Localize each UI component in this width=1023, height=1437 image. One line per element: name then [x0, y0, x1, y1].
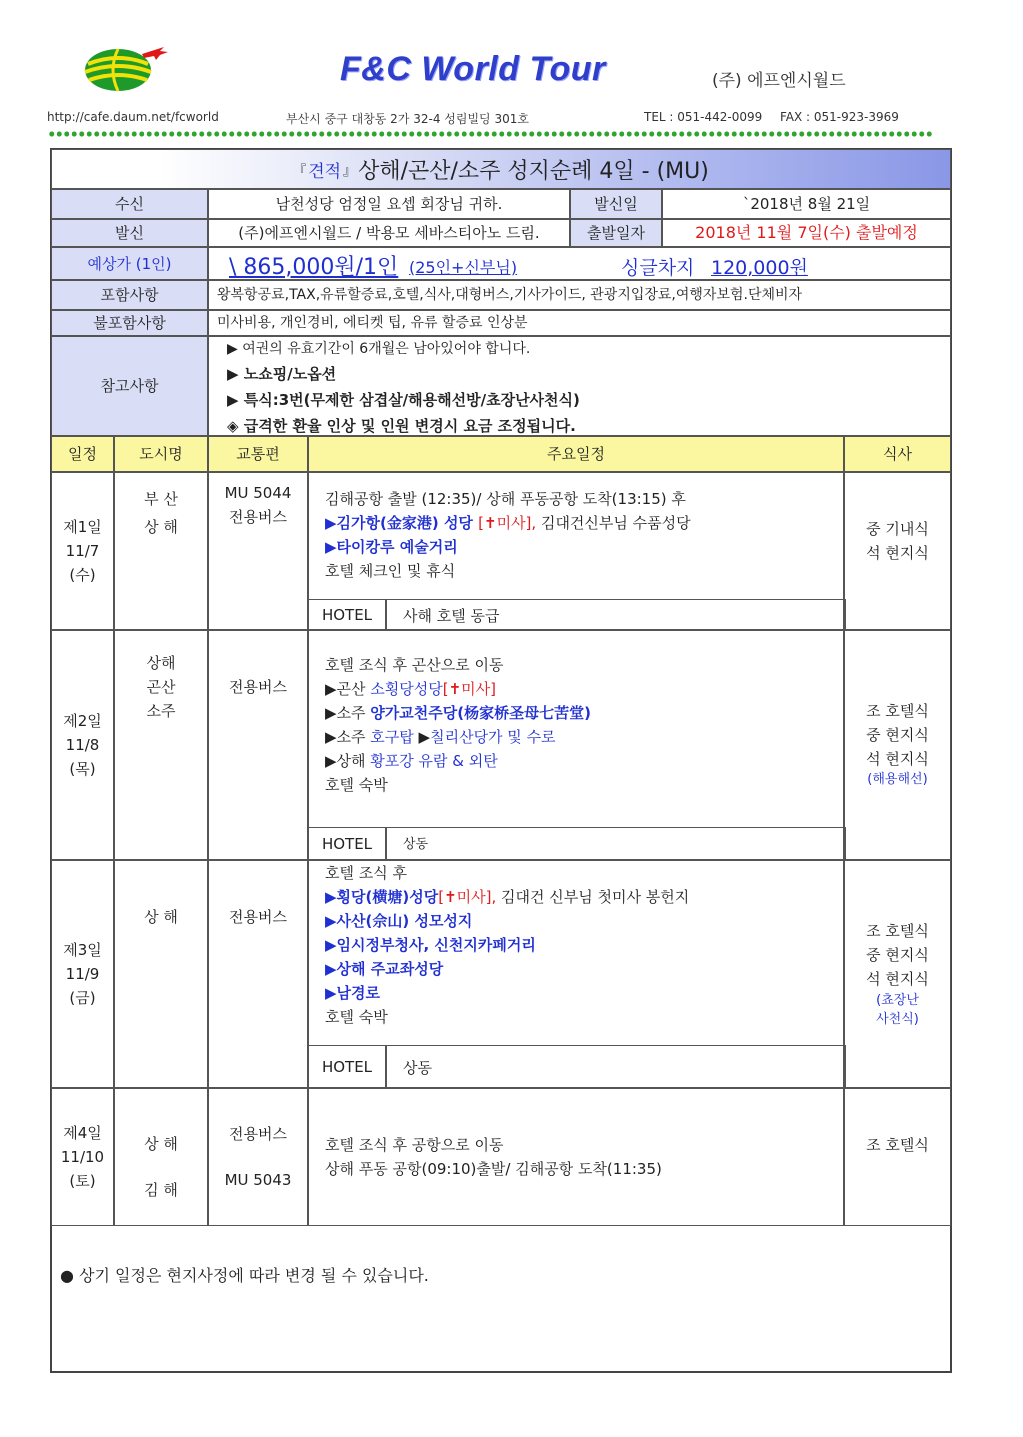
col-header-meals: 식사: [844, 436, 951, 472]
price-row: [208, 247, 951, 280]
day3-hotel: 상동: [386, 1045, 846, 1089]
day2-cities: [114, 630, 208, 860]
day1-number: 제1일: [63, 518, 102, 536]
day2-label: [51, 630, 114, 860]
day1-schedule: [308, 472, 844, 630]
day4-city-shanghai: 상 해: [144, 1135, 178, 1153]
day3-label: [51, 860, 114, 1088]
price-label: 예상가 (1인): [51, 247, 208, 280]
day4-schedule: [308, 1088, 844, 1226]
day3-line-hotel-stay: 호텔 숙박: [325, 1008, 388, 1026]
day3-mass-tag: [✝미사],: [438, 888, 497, 906]
day3-hengtang-church: ▶횡당(横塘)성당: [325, 888, 439, 906]
price-note: (25인+신부님): [409, 258, 518, 277]
dotted-divider: [48, 130, 934, 138]
company-tel: TEL : 051-442-0099: [644, 110, 763, 124]
day2-line-tiger-hill: [325, 725, 591, 749]
day2-suzhou-prefix-1: ▶소주: [325, 704, 371, 722]
company-url[interactable]: http://cafe.daum.net/fcworld: [47, 110, 219, 124]
day3-line-breakfast: 호텔 조식 후: [325, 864, 407, 882]
title-tag: 견적: [308, 161, 342, 182]
day4-line-flight: 상해 푸동 공항(09:10)출발/ 김해공항 도착(11:35): [325, 1160, 662, 1178]
note-passport: ▶ 여권의 유효기간이 6개월은 남아있어야 합니다.: [227, 341, 531, 357]
day2-city-shanghai: 상해: [146, 654, 176, 672]
globe-plane-logo: [80, 42, 170, 94]
day4-meals: [844, 1088, 951, 1226]
col-header-schedule: 주요일정: [308, 436, 844, 472]
day2-hotel: 상동: [386, 827, 846, 861]
company-korean-name: (주) 에프엔시월드: [712, 71, 846, 91]
day1-hotel-label: HOTEL: [308, 599, 386, 631]
day3-date: 11/9: [65, 965, 100, 983]
single-charge-value: 120,000원: [711, 257, 808, 279]
day2-line-breakfast: 호텔 조식 후 곤산으로 이동: [325, 656, 504, 674]
included-label: 포함사항: [51, 280, 208, 310]
day4-weekday: (토): [69, 1172, 96, 1190]
day2-yangjiaqiao-church: 양가교천주당(杨家桥圣母七苦堂): [370, 704, 591, 722]
footer-note: ● 상기 일정은 현지사정에 따라 변경 될 수 있습니다.: [60, 1266, 429, 1285]
day1-mass-tag: [✝미사],: [478, 514, 537, 532]
day2-suzhou-prefix-2: ▶소주: [325, 728, 371, 746]
recipient-value: 남천성당 엄정일 요셉 회장님 귀하.: [208, 189, 570, 219]
note-rate-change: ◈ 급격한 환율 인상 및 인원 변경시 요금 조정됩니다.: [227, 417, 576, 435]
col-header-day: 일정: [51, 436, 114, 472]
day2-line-huangpu: [325, 749, 591, 773]
price-value: \ 865,000원/1인: [229, 255, 399, 280]
day4-number: 제4일: [63, 1124, 102, 1142]
title-quote-close: 』: [343, 163, 357, 179]
page-title: 상해/곤산/소주 성지순례 4일 - (MU): [358, 158, 709, 184]
day2-meal-breakfast: 조 호텔식: [866, 702, 929, 720]
day1-label: [51, 472, 114, 630]
day2-meal-dinner: 석 현지식: [866, 750, 929, 768]
col-header-city: 도시명: [114, 436, 208, 472]
day2-line-hotel-stay: 호텔 숙박: [325, 776, 388, 794]
col-header-transport: 교통편: [208, 436, 308, 472]
day2-weekday: (목): [69, 760, 96, 778]
day2-meal-note: (해용해선): [867, 772, 928, 787]
day1-date: 11/7: [65, 542, 100, 560]
recipient-label: 수신: [51, 189, 208, 219]
title-quote-open: 『: [293, 163, 307, 179]
day1-city-busan: 부 산: [144, 490, 178, 508]
day3-number: 제3일: [63, 941, 102, 959]
day3-meal-lunch: 중 현지식: [866, 946, 929, 964]
day3-line-nanjing-road: ▶남경로: [325, 984, 381, 1002]
day1-city-shanghai: 상 해: [144, 518, 178, 536]
day4-meal-breakfast: 조 호텔식: [866, 1136, 929, 1154]
day3-line-hengtang: [325, 885, 689, 909]
issue-date-value: `2018년 8월 21일: [662, 189, 951, 219]
day2-meals: [844, 630, 951, 860]
day1-line-taikang: ▶타이캉루 예술거리: [325, 538, 458, 556]
day1-bus: 전용버스: [229, 508, 287, 526]
company-address: 부산시 중구 대창동 2가 32-4 성림빌딩 301호: [286, 112, 529, 126]
day1-meal-dinner: 석 현지식: [866, 544, 929, 562]
day3-first-mass-note: 김대건 신부님 첫미사 봉헌지: [496, 888, 690, 906]
day3-cities: [114, 860, 208, 1088]
day3-meal-dinner: 석 현지식: [866, 970, 929, 988]
day1-line-flight: 김해공항 출발 (12:35)/ 상해 푸동공항 도착(13:15) 후: [325, 490, 686, 508]
included-value: 왕복항공료,TAX,유류할증료,호텔,식사,대형버스,기사가이드, 관광지입장료,여행자보험.단체비자: [208, 280, 951, 310]
single-charge-label: 싱글차지: [621, 257, 695, 279]
day3-bus: 전용버스: [229, 908, 287, 926]
notes-label: 참고사항: [51, 336, 208, 436]
day1-line-jinjiagang: [325, 511, 691, 535]
day2-shanghai-prefix: ▶상해: [325, 752, 371, 770]
day2-shantang-street: 칠리산당가 및 수로: [430, 728, 556, 746]
day2-kunshan-church: 소횡당성당: [370, 680, 443, 698]
day2-hotel-label: HOTEL: [308, 827, 386, 861]
day3-meal-note: (쵸장난 사천식): [876, 993, 919, 1027]
day2-schedule: [308, 630, 844, 860]
day3-line-provisional-gov: ▶임시정부청사, 신천지카페거리: [325, 936, 536, 954]
notes-box: [208, 336, 951, 436]
day3-line-cathedral: ▶상해 주교좌성당: [325, 960, 444, 978]
issue-date-label: 발신일: [570, 189, 662, 219]
day2-arrow: ▶: [413, 728, 431, 746]
day2-city-suzhou: 소주: [146, 702, 176, 720]
day4-label: [51, 1088, 114, 1226]
day2-bus: 전용버스: [229, 678, 287, 696]
day3-hotel-label: HOTEL: [308, 1045, 386, 1089]
excluded-label: 불포함사항: [51, 310, 208, 336]
day1-cities: [114, 472, 208, 630]
day2-huangpu-cruise: 황포강 유람 & 외탄: [370, 752, 498, 770]
day2-date: 11/8: [65, 736, 100, 754]
day2-city-kunshan: 곤산: [146, 678, 176, 696]
depart-date-value: 2018년 11월 7일(수) 출발예정: [662, 219, 951, 247]
day3-schedule: [308, 860, 844, 1088]
day2-meal-lunch: 중 현지식: [866, 726, 929, 744]
depart-date-label: 출발일자: [570, 219, 662, 247]
day1-line-checkin: 호텔 체크인 및 휴식: [325, 562, 456, 580]
company-brand: F&C World Tour: [340, 50, 606, 88]
day4-date: 11/10: [60, 1148, 105, 1166]
day2-tiger-hill: 호구탑: [370, 728, 414, 746]
day1-meal-lunch: 중 기내식: [866, 520, 929, 538]
day3-line-sheshan: ▶사산(佘山) 성모성지: [325, 912, 473, 930]
day4-transport: [208, 1088, 308, 1226]
day1-flight: MU 5044: [224, 484, 292, 502]
day2-line-yangjiaqiao: [325, 701, 591, 725]
note-no-shopping: ▶ 노쇼핑/노옵션: [227, 365, 337, 383]
day3-city-shanghai: 상 해: [144, 908, 178, 926]
day4-flight: MU 5043: [224, 1171, 292, 1189]
day4-bus: 전용버스: [229, 1125, 287, 1143]
day1-weekday: (수): [69, 566, 96, 584]
day3-meal-breakfast: 조 호텔식: [866, 922, 929, 940]
day1-meals: [844, 472, 951, 630]
day2-mass-tag: [✝미사]: [442, 680, 497, 698]
note-special-meals: ▶ 특식:3번(무제한 삼겹살/해용해선방/쵸장난사천식): [227, 391, 580, 409]
day4-line-breakfast: 호텔 조식 후 공항으로 이동: [325, 1136, 504, 1154]
title-bar: [51, 149, 951, 189]
day2-transport: [208, 630, 308, 860]
day1-ordination-note: 김대건신부님 수품성당: [536, 514, 691, 532]
day3-weekday: (금): [69, 989, 96, 1007]
company-fax: FAX : 051-923-3969: [780, 110, 899, 124]
day3-transport: [208, 860, 308, 1088]
day4-cities: [114, 1088, 208, 1226]
day2-line-kunshan: [325, 677, 591, 701]
day2-kunshan-prefix: ▶곤산: [325, 680, 371, 698]
excluded-value: 미사비용, 개인경비, 에티켓 팁, 유류 할증료 인상분: [208, 310, 951, 336]
day1-transport: [208, 472, 308, 630]
sender-value: (주)에프엔시월드 / 박용모 세바스티아노 드림.: [208, 219, 570, 247]
day2-number: 제2일: [63, 712, 102, 730]
day1-hotel: 사해 호텔 동급: [386, 599, 846, 631]
day1-jinjiagang-church: ▶김가항(金家港) 성당: [325, 514, 479, 532]
day3-meals: [844, 860, 951, 1088]
sender-label: 발신: [51, 219, 208, 247]
day4-city-gimhae: 김 해: [144, 1181, 178, 1199]
